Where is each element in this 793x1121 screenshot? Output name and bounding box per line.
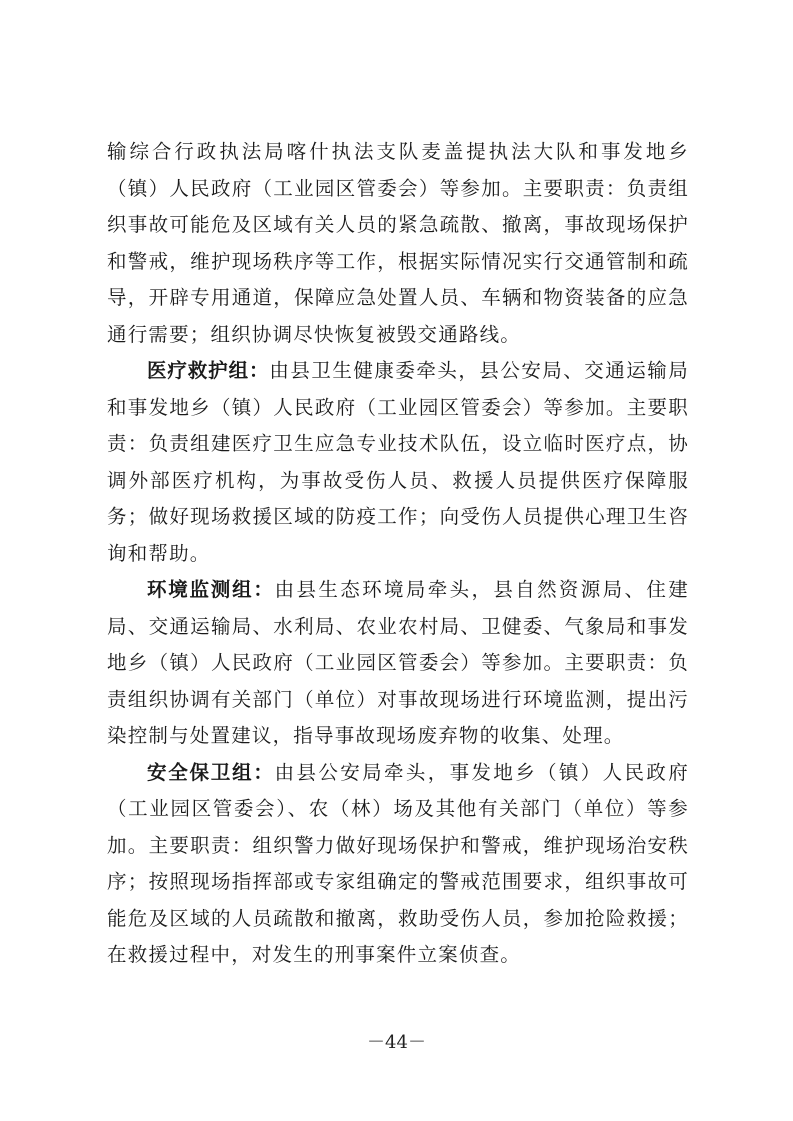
paragraph-medical-rescue (107, 353, 689, 572)
paragraph-security (107, 755, 689, 974)
paragraph-text: 由县生态环境局牵头，县自然资源局、住建局、交通运输局、水利局、农业农村局、卫健委、气象局和事发地乡（镇）人民政府（工业园区管委会）等参加。主要职责：负责组织协调有关部门（单位）对事故现场进行环境监测，提出污染控制与处置建议，指导事故现场废弃物的收集、处理。 (107, 578, 689, 747)
paragraph-text: 由县公安局牵头，事发地乡（镇）人民政府（工业园区管委会）、农（林）场及其他有关部门（单位）等参加。主要职责：组织警力做好现场保护和警戒，维护现场治安秩序；按照现场指挥部或专家组确定的警戒范围要求，组织事故可能危及区域的人员疏散和撤离，救助受伤人员，参加抢险救援；在救援过程中，对发生的刑事案件立案侦查。 (107, 760, 689, 966)
body-text (107, 134, 689, 974)
paragraph-traffic-continued (107, 134, 689, 353)
paragraph-environment-monitoring (107, 572, 689, 755)
section-heading-security: 安全保卫组： (147, 760, 275, 784)
paragraph-text: 输综合行政执法局喀什执法支队麦盖提执法大队和事发地乡（镇）人民政府（工业园区管委会）等参加。主要职责：负责组织事故可能危及区域有关人员的紧急疏散、撤离，事故现场保护和警戒，维护现场秩序等工作，根据实际情况实行交通管制和疏导，开辟专用通道，保障应急处置人员、车辆和物资装备的应急通行需要；组织协调尽快恢复被毁交通路线。 (107, 140, 689, 346)
paragraph-text: 由县卫生健康委牵头，县公安局、交通运输局和事发地乡（镇）人民政府（工业园区管委会）等参加。主要职责：负责组建医疗卫生应急专业技术队伍，设立临时医疗点，协调外部医疗机构，为事故受伤人员、救援人员提供医疗保障服务；做好现场救援区域的防疫工作；向受伤人员提供心理卫生咨询和帮助。 (107, 359, 689, 565)
page-number: －44－ (367, 1032, 426, 1053)
section-heading-environment-monitoring: 环境监测组： (147, 578, 275, 601)
section-heading-medical-rescue: 医疗救护组： (147, 359, 270, 382)
